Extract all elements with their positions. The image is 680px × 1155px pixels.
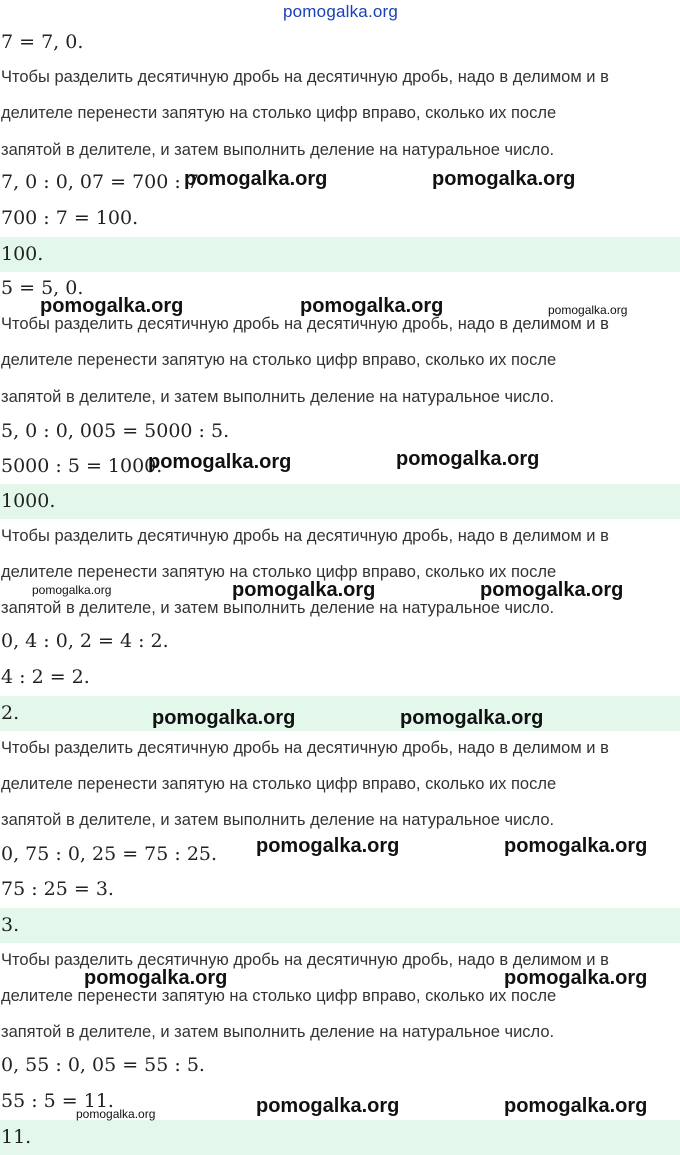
watermark: pomogalka.org (256, 835, 400, 857)
watermark: pomogalka.org (480, 579, 624, 601)
watermark: pomogalka.org (256, 1095, 400, 1117)
conversion-step: 7, 0 : 0, 07 = 700 : 7 (1, 171, 199, 193)
rule-line-1: Чтобы разделить десятичную дробь на десятичную дробь, надо в делимом и в (1, 739, 609, 757)
rule-line-1: Чтобы разделить десятичную дробь на десятичную дробь, надо в делимом и в (1, 68, 609, 86)
rule-line-3: запятой в делителе, и затем выполнить деление на натуральное число. (1, 141, 555, 159)
watermark: pomogalka.org (432, 168, 576, 190)
pre-line: 7 = 7, 0. (1, 31, 84, 53)
rule-line-2: делителе перенести запятую на столько цифр вправо, сколько их после (1, 104, 557, 122)
division-step: 700 : 7 = 100. (1, 207, 139, 229)
rule-line-1: Чтобы разделить десятичную дробь на десятичную дробь, надо в делимом и в (1, 315, 609, 333)
answer-row: 11. (0, 1120, 680, 1155)
watermark: pomogalka.org (76, 1107, 156, 1121)
division-step: 5000 : 5 = 1000. (1, 455, 163, 477)
conversion-step: 0, 55 : 0, 05 = 55 : 5. (1, 1054, 205, 1076)
watermark: pomogalka.org (504, 835, 648, 857)
watermark: pomogalka.org (504, 967, 648, 989)
rule-line-3: запятой в делителе, и затем выполнить деление на натуральное число. (1, 388, 555, 406)
rule-line-3: запятой в делителе, и затем выполнить деление на натуральное число. (1, 599, 555, 617)
watermark: pomogalka.org (300, 295, 444, 317)
answer-row: 100. (0, 237, 680, 272)
division-step: 55 : 5 = 11. (1, 1090, 114, 1112)
watermark: pomogalka.org (396, 448, 540, 470)
conversion-step: 0, 75 : 0, 25 = 75 : 25. (1, 843, 218, 865)
watermark: pomogalka.org (40, 295, 184, 317)
rule-line-3: запятой в делителе, и затем выполнить деление на натуральное число. (1, 1023, 555, 1041)
division-step: 75 : 25 = 3. (1, 878, 114, 900)
answer-row: 1000. (0, 484, 680, 519)
answer-row: 3. (0, 908, 680, 943)
conversion-step: 5, 0 : 0, 005 = 5000 : 5. (1, 420, 230, 442)
watermark: pomogalka.org (232, 579, 376, 601)
rule-line-1: Чтобы разделить десятичную дробь на десятичную дробь, надо в делимом и в (1, 951, 609, 969)
rule-line-1: Чтобы разделить десятичную дробь на десятичную дробь, надо в делимом и в (1, 527, 609, 545)
watermark: pomogalka.org (152, 707, 296, 729)
watermark: pomogalka.org (504, 1095, 648, 1117)
watermark: pomogalka.org (400, 707, 544, 729)
pre-line: 5 = 5, 0. (1, 277, 84, 299)
rule-line-2: делителе перенести запятую на столько цифр вправо, сколько их после (1, 351, 557, 369)
watermark: pomogalka.org (148, 451, 292, 473)
conversion-step: 0, 4 : 0, 2 = 4 : 2. (1, 630, 169, 652)
rule-line-2: делителе перенести запятую на столько цифр вправо, сколько их после (1, 563, 557, 581)
watermark: pomogalka.org (32, 583, 112, 597)
site-header-link[interactable]: pomogalka.org (283, 2, 399, 21)
division-step: 4 : 2 = 2. (1, 666, 90, 688)
rule-line-3: запятой в делителе, и затем выполнить деление на натуральное число. (1, 811, 555, 829)
answer-row: 2. (0, 696, 680, 731)
watermark: pomogalka.org (548, 303, 628, 317)
watermark: pomogalka.org (184, 168, 328, 190)
rule-line-2: делителе перенести запятую на столько цифр вправо, сколько их после (1, 987, 557, 1005)
watermark: pomogalka.org (84, 967, 228, 989)
rule-line-2: делителе перенести запятую на столько цифр вправо, сколько их после (1, 775, 557, 793)
